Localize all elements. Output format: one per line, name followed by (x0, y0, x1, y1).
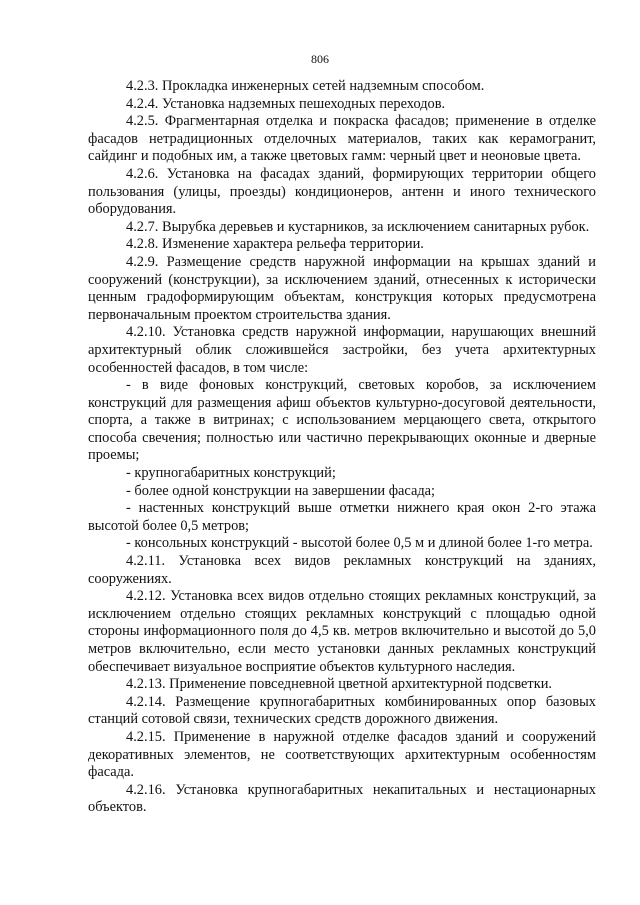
clause-4-2-11: 4.2.11. Установка всех видов рекламных конструкций на зданиях, сооружениях. (88, 553, 596, 587)
clause-4-2-4: 4.2.4. Установка надземных пешеходных переходов. (126, 95, 446, 112)
clause-4-2-9: 4.2.9. Размещение средств наружной информации на крышах зданий и сооружений (конструкции), за исключением зданий, отнесенных к исторически ценным градоформирующим объектам, конструкция которых предусмотрена первоначальным проектом строительства здания. (88, 253, 596, 323)
clause-4-2-3: 4.2.3. Прокладка инженерных сетей надземным способом. (126, 78, 485, 94)
list-item-background-structures: - в виде фоновых конструкций, световых коробов, за исключением конструкций для размещения афиш объектов культурно-досуговой деятельности, спорта, а также в витринах; с использованием мерцающего света, открытого способа свечения; полностью или частично перекрывающих оконные и дверные проемы; (88, 377, 596, 464)
clause-4-2-15: 4.2.15. Применение в наружной отделке фасадов зданий и сооружений декоративных элементов, не соответствующих архитектурным особенностям фасада. (88, 728, 596, 781)
clause-4-2-8: 4.2.8. Изменение характера рельефа территории. (126, 236, 424, 253)
list-item-facade-top-structures: - более одной конструкции на завершении фасада; (126, 482, 436, 499)
list-item-large-structures: - крупногабаритных конструкций; (126, 465, 336, 482)
list-item-console-structures: - консольных конструкций - высотой более 0,5 м и длиной более 1-го метра. (126, 535, 593, 552)
clause-4-2-13: 4.2.13. Применение повседневной цветной архитектурной подсветки. (126, 676, 552, 693)
clause-4-2-12: 4.2.12. Установка всех видов отдельно стоящих рекламных конструкций, за исключением отдельно стоящих рекламных конструкций с площадью одной стороны информационного поля до 4,5 кв. метров включительно и высотой до 5,0 метров включительно, если место установки данных рекламных конструкций обеспечивает визуальное восприятие объектов культурного наследия. (88, 588, 596, 675)
clause-4-2-14: 4.2.14. Размещение крупногабаритных комбинированных опор базовых станций сотовой связи, технических средств дорожного движения. (88, 693, 596, 728)
clause-4-2-6: 4.2.6. Установка на фасадах зданий, формирующих территории общего пользования (улицы, проезды) кондиционеров, антенн и иного технического оборудования. (88, 165, 596, 218)
page-number: 806 (311, 52, 329, 66)
clause-4-2-10: 4.2.10. Установка средств наружной информации, нарушающих внешний архитектурный облик сложившейся застройки, без учета архитектурных особенностей фасадов, в том числе: (88, 324, 596, 376)
clause-4-2-5: 4.2.5. Фрагментарная отделка и покраска фасадов; применение в отделке фасадов нетрадиционных отделочных материалов, таких как керамогранит, сайдинг и подобных им, а также цветовых гамм: черный цвет и неоновые цвета. (88, 113, 596, 165)
list-item-wall-structures: - настенных конструкций выше отметки нижнего края окон 2-го этажа высотой более 0,5 метров; (88, 500, 596, 534)
clause-4-2-16: 4.2.16. Установка крупногабаритных некапитальных и нестационарных объектов. (88, 781, 596, 816)
clause-4-2-7: 4.2.7. Вырубка деревьев и кустарников, за исключением санитарных рубок. (126, 218, 590, 235)
document-body (88, 78, 596, 817)
